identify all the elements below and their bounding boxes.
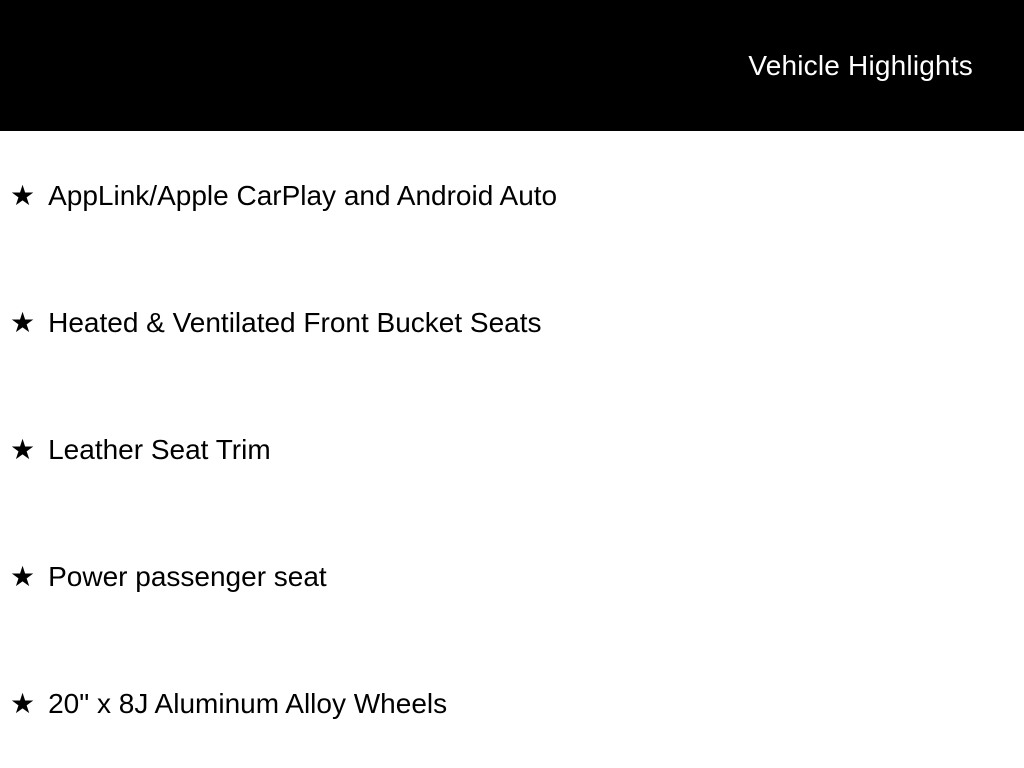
star-icon: ★	[10, 434, 36, 465]
page-title: Vehicle Highlights	[748, 49, 973, 81]
header-bar	[0, 0, 1024, 131]
highlight-item	[10, 559, 1024, 686]
highlight-label: 20" x 8J Aluminum Alloy Wheels	[48, 688, 448, 719]
highlight-item	[10, 686, 1024, 768]
highlights-list	[0, 131, 1024, 768]
highlight-item	[10, 432, 1024, 559]
highlight-label: Heated & Ventilated Front Bucket Seats	[48, 307, 542, 338]
star-icon: ★	[10, 180, 36, 211]
star-icon: ★	[10, 561, 36, 592]
star-icon: ★	[10, 307, 36, 338]
highlight-label: AppLink/Apple CarPlay and Android Auto	[48, 180, 558, 211]
highlight-label: Leather Seat Trim	[48, 434, 271, 465]
highlight-item	[10, 178, 1024, 305]
highlight-label: Power passenger seat	[48, 561, 327, 592]
star-icon: ★	[10, 688, 36, 719]
highlight-item	[10, 305, 1024, 432]
